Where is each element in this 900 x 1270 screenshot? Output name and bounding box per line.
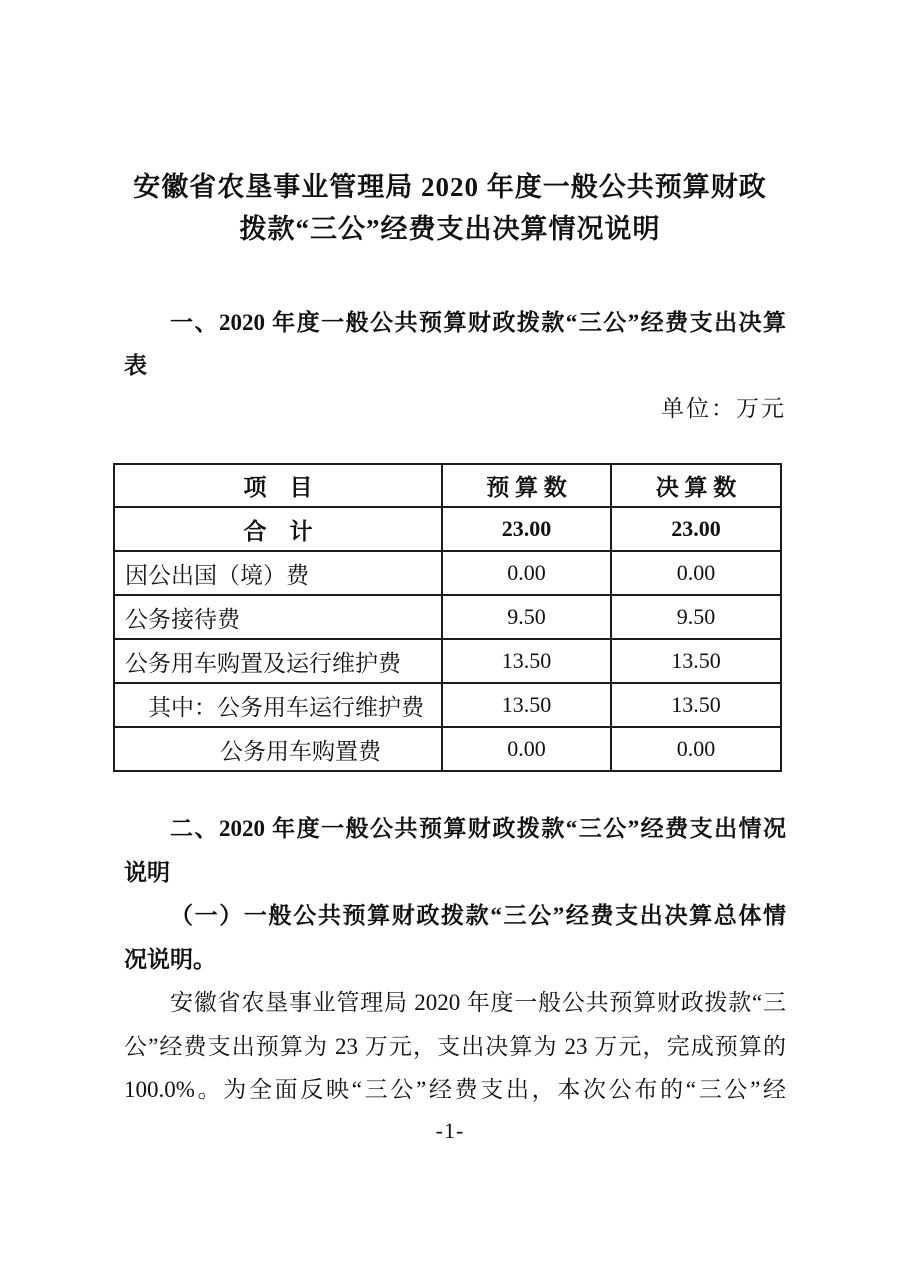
table-row-vehicle-operation bbox=[114, 683, 781, 727]
row-final-value: 13.50 bbox=[611, 683, 781, 727]
table-header-row bbox=[114, 464, 781, 507]
subsection1-heading-line-2: 况说明。 bbox=[124, 946, 216, 972]
row-budget-value: 13.50 bbox=[442, 639, 611, 683]
title-line-1: 安徽省农垦事业管理局 2020 年度一般公共预算财政 bbox=[133, 172, 767, 202]
row-budget-value: 0.00 bbox=[442, 551, 611, 595]
document-title bbox=[0, 166, 900, 250]
paragraph-line-2: 公”经费支出预算为 23 万元，支出决算为 23 万元，完成预算的 bbox=[124, 1033, 786, 1059]
section1-heading-line-1: 一、2020 年度一般公共预算财政拨款“三公”经费支出决算 bbox=[170, 310, 786, 335]
row-item-label: 其中：公务用车运行维护费 bbox=[114, 683, 442, 727]
row-item-label: 公务接待费 bbox=[114, 595, 442, 639]
table-row-vehicle-total bbox=[114, 639, 781, 683]
row-item-label: 合 计 bbox=[114, 507, 442, 551]
table-row-total bbox=[114, 507, 781, 551]
row-final-value: 0.00 bbox=[611, 551, 781, 595]
table-row-vehicle-purchase bbox=[114, 727, 781, 771]
section1-heading bbox=[124, 301, 786, 430]
table-row-reception bbox=[114, 595, 781, 639]
row-item-label: 公务用车购置费 bbox=[114, 727, 442, 771]
col-header-final: 决 算 数 bbox=[611, 464, 781, 507]
title-line-2: 拨款“三公”经费支出决算情况说明 bbox=[239, 214, 661, 244]
subsection1-heading-line-1: （一）一般公共预算财政拨款“三公”经费支出决算总体情 bbox=[170, 903, 786, 928]
row-budget-value: 23.00 bbox=[442, 507, 611, 551]
row-budget-value: 9.50 bbox=[442, 595, 611, 639]
table-unit-label: 单位：万元 bbox=[661, 396, 786, 421]
page-number: -1- bbox=[435, 1118, 465, 1143]
row-item-label: 因公出国（境）费 bbox=[114, 551, 442, 595]
row-item-label: 公务用车购置及运行维护费 bbox=[114, 639, 442, 683]
paragraph-line-1: 安徽省农垦事业管理局 2020 年度一般公共预算财政拨款“三 bbox=[170, 990, 786, 1015]
col-header-budget: 预 算 数 bbox=[442, 464, 611, 507]
col-header-item: 项 目 bbox=[114, 464, 442, 507]
row-final-value: 9.50 bbox=[611, 595, 781, 639]
section2-heading-line-2: 说明 bbox=[124, 859, 170, 885]
row-final-value: 0.00 bbox=[611, 727, 781, 771]
three-public-funds-table bbox=[113, 463, 782, 772]
section1-heading-line-2: 表 bbox=[124, 353, 147, 378]
section2-heading-line-1: 二、2020 年度一般公共预算财政拨款“三公”经费支出情况 bbox=[170, 816, 786, 841]
row-final-value: 23.00 bbox=[611, 507, 781, 551]
section2-body bbox=[124, 807, 786, 1112]
row-final-value: 13.50 bbox=[611, 639, 781, 683]
paragraph-line-3: 100.0%。为全面反映“三公”经费支出，本次公布的“三公”经 bbox=[124, 1077, 786, 1102]
row-budget-value: 13.50 bbox=[442, 683, 611, 727]
row-budget-value: 0.00 bbox=[442, 727, 611, 771]
table-row-abroad bbox=[114, 551, 781, 595]
